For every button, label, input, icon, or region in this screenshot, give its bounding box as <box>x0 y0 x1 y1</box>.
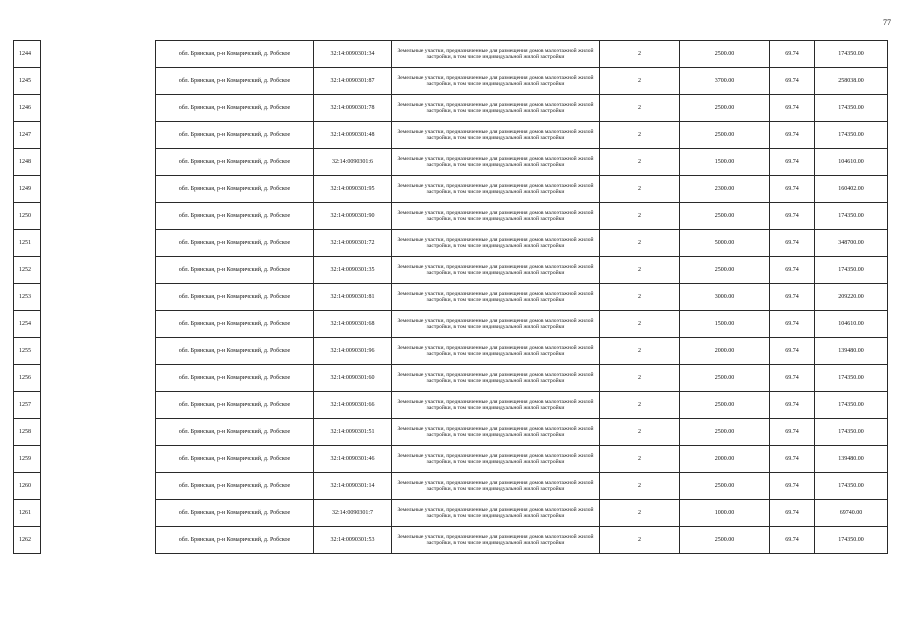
cadastral-value-cell: 174350.00 <box>815 257 888 284</box>
empty-cell <box>41 284 156 311</box>
row-number: 1249 <box>14 176 41 203</box>
empty-cell <box>41 176 156 203</box>
land-purpose-cell: Земельные участки, предназначенные для размещения домов малоэтажной жилой застройки, в том числе индивидуальной жилой застройки <box>392 230 600 257</box>
page-number: 77 <box>883 18 891 27</box>
area-cell: 2500.00 <box>680 41 770 68</box>
row-number: 1252 <box>14 257 41 284</box>
category-code-cell: 2 <box>600 41 680 68</box>
category-code-cell: 2 <box>600 446 680 473</box>
address-cell: обл. Брянская, р-н Комаричский, д. Робское <box>156 176 314 203</box>
cadastral-number-cell: 32:14:0090301:48 <box>314 122 392 149</box>
cadastral-number-cell: 32:14:0090301:46 <box>314 446 392 473</box>
category-code-cell: 2 <box>600 365 680 392</box>
address-cell: обл. Брянская, р-н Комаричский, д. Робское <box>156 203 314 230</box>
land-purpose-cell: Земельные участки, предназначенные для размещения домов малоэтажной жилой застройки, в том числе индивидуальной жилой застройки <box>392 311 600 338</box>
category-code-cell: 2 <box>600 419 680 446</box>
land-purpose-cell: Земельные участки, предназначенные для размещения домов малоэтажной жилой застройки, в том числе индивидуальной жилой застройки <box>392 176 600 203</box>
address-cell: обл. Брянская, р-н Комаричский, д. Робское <box>156 284 314 311</box>
empty-cell <box>41 41 156 68</box>
row-number: 1255 <box>14 338 41 365</box>
category-code-cell: 2 <box>600 230 680 257</box>
area-cell: 2500.00 <box>680 473 770 500</box>
row-number: 1248 <box>14 149 41 176</box>
category-code-cell: 2 <box>600 95 680 122</box>
area-cell: 2500.00 <box>680 203 770 230</box>
category-code-cell: 2 <box>600 122 680 149</box>
cadastral-number-cell: 32:14:0090301:14 <box>314 473 392 500</box>
land-purpose-cell: Земельные участки, предназначенные для размещения домов малоэтажной жилой застройки, в том числе индивидуальной жилой застройки <box>392 473 600 500</box>
row-number: 1251 <box>14 230 41 257</box>
table-row <box>14 203 888 230</box>
unit-price-cell: 69.74 <box>770 257 815 284</box>
empty-cell <box>41 365 156 392</box>
row-number: 1253 <box>14 284 41 311</box>
cadastral-number-cell: 32:14:0090301:90 <box>314 203 392 230</box>
row-number: 1246 <box>14 95 41 122</box>
address-cell: обл. Брянская, р-н Комаричский, д. Робское <box>156 419 314 446</box>
land-purpose-cell: Земельные участки, предназначенные для размещения домов малоэтажной жилой застройки, в том числе индивидуальной жилой застройки <box>392 95 600 122</box>
area-cell: 2500.00 <box>680 419 770 446</box>
cadastral-value-cell: 174350.00 <box>815 122 888 149</box>
cadastral-number-cell: 32:14:0090301:51 <box>314 419 392 446</box>
cadastral-number-cell: 32:14:0090301:78 <box>314 95 392 122</box>
cadastral-number-cell: 32:14:0090301:6 <box>314 149 392 176</box>
cadastral-value-cell: 174350.00 <box>815 473 888 500</box>
address-cell: обл. Брянская, р-н Комаричский, д. Робское <box>156 527 314 554</box>
land-purpose-cell: Земельные участки, предназначенные для размещения домов малоэтажной жилой застройки, в том числе индивидуальной жилой застройки <box>392 68 600 95</box>
empty-cell <box>41 257 156 284</box>
area-cell: 1500.00 <box>680 149 770 176</box>
table-row <box>14 311 888 338</box>
unit-price-cell: 69.74 <box>770 338 815 365</box>
unit-price-cell: 69.74 <box>770 419 815 446</box>
area-cell: 2500.00 <box>680 392 770 419</box>
unit-price-cell: 69.74 <box>770 41 815 68</box>
unit-price-cell: 69.74 <box>770 392 815 419</box>
area-cell: 2000.00 <box>680 338 770 365</box>
unit-price-cell: 69.74 <box>770 122 815 149</box>
table-row <box>14 527 888 554</box>
table-row <box>14 149 888 176</box>
table-row <box>14 176 888 203</box>
category-code-cell: 2 <box>600 338 680 365</box>
unit-price-cell: 69.74 <box>770 176 815 203</box>
area-cell: 2500.00 <box>680 95 770 122</box>
land-purpose-cell: Земельные участки, предназначенные для размещения домов малоэтажной жилой застройки, в том числе индивидуальной жилой застройки <box>392 338 600 365</box>
cadastral-number-cell: 32:14:0090301:96 <box>314 338 392 365</box>
area-cell: 2000.00 <box>680 446 770 473</box>
category-code-cell: 2 <box>600 473 680 500</box>
table-row <box>14 392 888 419</box>
area-cell: 5000.00 <box>680 230 770 257</box>
area-cell: 2500.00 <box>680 122 770 149</box>
row-number: 1262 <box>14 527 41 554</box>
area-cell: 1500.00 <box>680 311 770 338</box>
cadastral-value-cell: 258038.00 <box>815 68 888 95</box>
row-number: 1260 <box>14 473 41 500</box>
row-number: 1258 <box>14 419 41 446</box>
unit-price-cell: 69.74 <box>770 203 815 230</box>
empty-cell <box>41 338 156 365</box>
cadastral-value-cell: 174350.00 <box>815 95 888 122</box>
empty-cell <box>41 311 156 338</box>
row-number: 1244 <box>14 41 41 68</box>
table-row <box>14 68 888 95</box>
land-purpose-cell: Земельные участки, предназначенные для размещения домов малоэтажной жилой застройки, в том числе индивидуальной жилой застройки <box>392 149 600 176</box>
cadastral-number-cell: 32:14:0090301:60 <box>314 365 392 392</box>
land-purpose-cell: Земельные участки, предназначенные для размещения домов малоэтажной жилой застройки, в том числе индивидуальной жилой застройки <box>392 122 600 149</box>
cadastral-number-cell: 32:14:0090301:35 <box>314 257 392 284</box>
row-number: 1256 <box>14 365 41 392</box>
category-code-cell: 2 <box>600 176 680 203</box>
land-purpose-cell: Земельные участки, предназначенные для размещения домов малоэтажной жилой застройки, в том числе индивидуальной жилой застройки <box>392 203 600 230</box>
table-row <box>14 419 888 446</box>
empty-cell <box>41 230 156 257</box>
area-cell: 3000.00 <box>680 284 770 311</box>
empty-cell <box>41 122 156 149</box>
cadastral-value-cell: 139480.00 <box>815 446 888 473</box>
table-row <box>14 257 888 284</box>
unit-price-cell: 69.74 <box>770 149 815 176</box>
category-code-cell: 2 <box>600 68 680 95</box>
empty-cell <box>41 95 156 122</box>
table-row <box>14 473 888 500</box>
row-number: 1261 <box>14 500 41 527</box>
table-row <box>14 122 888 149</box>
table-row <box>14 230 888 257</box>
address-cell: обл. Брянская, р-н Комаричский, д. Робское <box>156 95 314 122</box>
cadastral-number-cell: 32:14:0090301:95 <box>314 176 392 203</box>
address-cell: обл. Брянская, р-н Комаричский, д. Робское <box>156 446 314 473</box>
table-row <box>14 95 888 122</box>
cadastral-number-cell: 32:14:0090301:34 <box>314 41 392 68</box>
empty-cell <box>41 500 156 527</box>
unit-price-cell: 69.74 <box>770 500 815 527</box>
cadastral-number-cell: 32:14:0090301:7 <box>314 500 392 527</box>
area-cell: 3700.00 <box>680 68 770 95</box>
cadastral-number-cell: 32:14:0090301:66 <box>314 392 392 419</box>
area-cell: 2500.00 <box>680 257 770 284</box>
address-cell: обл. Брянская, р-н Комаричский, д. Робское <box>156 149 314 176</box>
address-cell: обл. Брянская, р-н Комаричский, д. Робское <box>156 122 314 149</box>
category-code-cell: 2 <box>600 284 680 311</box>
cadastral-value-cell: 348700.00 <box>815 230 888 257</box>
land-plot-registry-table <box>13 40 888 554</box>
land-purpose-cell: Земельные участки, предназначенные для размещения домов малоэтажной жилой застройки, в том числе индивидуальной жилой застройки <box>392 500 600 527</box>
land-purpose-cell: Земельные участки, предназначенные для размещения домов малоэтажной жилой застройки, в том числе индивидуальной жилой застройки <box>392 392 600 419</box>
cadastral-number-cell: 32:14:0090301:87 <box>314 68 392 95</box>
row-number: 1259 <box>14 446 41 473</box>
unit-price-cell: 69.74 <box>770 473 815 500</box>
cadastral-value-cell: 160402.00 <box>815 176 888 203</box>
cadastral-value-cell: 174350.00 <box>815 419 888 446</box>
unit-price-cell: 69.74 <box>770 311 815 338</box>
address-cell: обл. Брянская, р-н Комаричский, д. Робское <box>156 68 314 95</box>
cadastral-number-cell: 32:14:0090301:72 <box>314 230 392 257</box>
empty-cell <box>41 149 156 176</box>
empty-cell <box>41 473 156 500</box>
address-cell: обл. Брянская, р-н Комаричский, д. Робское <box>156 500 314 527</box>
area-cell: 2500.00 <box>680 527 770 554</box>
unit-price-cell: 69.74 <box>770 284 815 311</box>
address-cell: обл. Брянская, р-н Комаричский, д. Робское <box>156 41 314 68</box>
cadastral-value-cell: 174350.00 <box>815 365 888 392</box>
land-purpose-cell: Земельные участки, предназначенные для размещения домов малоэтажной жилой застройки, в том числе индивидуальной жилой застройки <box>392 446 600 473</box>
empty-cell <box>41 68 156 95</box>
cadastral-number-cell: 32:14:0090301:53 <box>314 527 392 554</box>
registry-body <box>14 41 888 554</box>
table-row <box>14 284 888 311</box>
cadastral-number-cell: 32:14:0090301:81 <box>314 284 392 311</box>
area-cell: 2300.00 <box>680 176 770 203</box>
land-purpose-cell: Земельные участки, предназначенные для размещения домов малоэтажной жилой застройки, в том числе индивидуальной жилой застройки <box>392 41 600 68</box>
land-purpose-cell: Земельные участки, предназначенные для размещения домов малоэтажной жилой застройки, в том числе индивидуальной жилой застройки <box>392 284 600 311</box>
cadastral-value-cell: 209220.00 <box>815 284 888 311</box>
land-purpose-cell: Земельные участки, предназначенные для размещения домов малоэтажной жилой застройки, в том числе индивидуальной жилой застройки <box>392 365 600 392</box>
row-number: 1257 <box>14 392 41 419</box>
category-code-cell: 2 <box>600 149 680 176</box>
cadastral-value-cell: 69740.00 <box>815 500 888 527</box>
unit-price-cell: 69.74 <box>770 446 815 473</box>
table-row <box>14 365 888 392</box>
area-cell: 2500.00 <box>680 365 770 392</box>
empty-cell <box>41 419 156 446</box>
unit-price-cell: 69.74 <box>770 230 815 257</box>
empty-cell <box>41 446 156 473</box>
empty-cell <box>41 392 156 419</box>
empty-cell <box>41 527 156 554</box>
category-code-cell: 2 <box>600 203 680 230</box>
area-cell: 1000.00 <box>680 500 770 527</box>
unit-price-cell: 69.74 <box>770 527 815 554</box>
category-code-cell: 2 <box>600 500 680 527</box>
row-number: 1245 <box>14 68 41 95</box>
address-cell: обл. Брянская, р-н Комаричский, д. Робское <box>156 338 314 365</box>
unit-price-cell: 69.74 <box>770 95 815 122</box>
row-number: 1250 <box>14 203 41 230</box>
unit-price-cell: 69.74 <box>770 365 815 392</box>
category-code-cell: 2 <box>600 392 680 419</box>
category-code-cell: 2 <box>600 257 680 284</box>
category-code-cell: 2 <box>600 527 680 554</box>
row-number: 1247 <box>14 122 41 149</box>
land-purpose-cell: Земельные участки, предназначенные для размещения домов малоэтажной жилой застройки, в том числе индивидуальной жилой застройки <box>392 527 600 554</box>
table-row <box>14 446 888 473</box>
table-row <box>14 338 888 365</box>
cadastral-number-cell: 32:14:0090301:68 <box>314 311 392 338</box>
cadastral-value-cell: 104610.00 <box>815 311 888 338</box>
table-row <box>14 41 888 68</box>
cadastral-value-cell: 174350.00 <box>815 203 888 230</box>
address-cell: обл. Брянская, р-н Комаричский, д. Робское <box>156 257 314 284</box>
land-purpose-cell: Земельные участки, предназначенные для размещения домов малоэтажной жилой застройки, в том числе индивидуальной жилой застройки <box>392 419 600 446</box>
address-cell: обл. Брянская, р-н Комаричский, д. Робское <box>156 311 314 338</box>
table-row <box>14 500 888 527</box>
address-cell: обл. Брянская, р-н Комаричский, д. Робское <box>156 365 314 392</box>
cadastral-value-cell: 174350.00 <box>815 392 888 419</box>
empty-cell <box>41 203 156 230</box>
cadastral-value-cell: 174350.00 <box>815 41 888 68</box>
address-cell: обл. Брянская, р-н Комаричский, д. Робское <box>156 392 314 419</box>
unit-price-cell: 69.74 <box>770 68 815 95</box>
address-cell: обл. Брянская, р-н Комаричский, д. Робское <box>156 473 314 500</box>
land-purpose-cell: Земельные участки, предназначенные для размещения домов малоэтажной жилой застройки, в том числе индивидуальной жилой застройки <box>392 257 600 284</box>
cadastral-value-cell: 139480.00 <box>815 338 888 365</box>
cadastral-value-cell: 174350.00 <box>815 527 888 554</box>
cadastral-value-cell: 104610.00 <box>815 149 888 176</box>
row-number: 1254 <box>14 311 41 338</box>
address-cell: обл. Брянская, р-н Комаричский, д. Робское <box>156 230 314 257</box>
category-code-cell: 2 <box>600 311 680 338</box>
